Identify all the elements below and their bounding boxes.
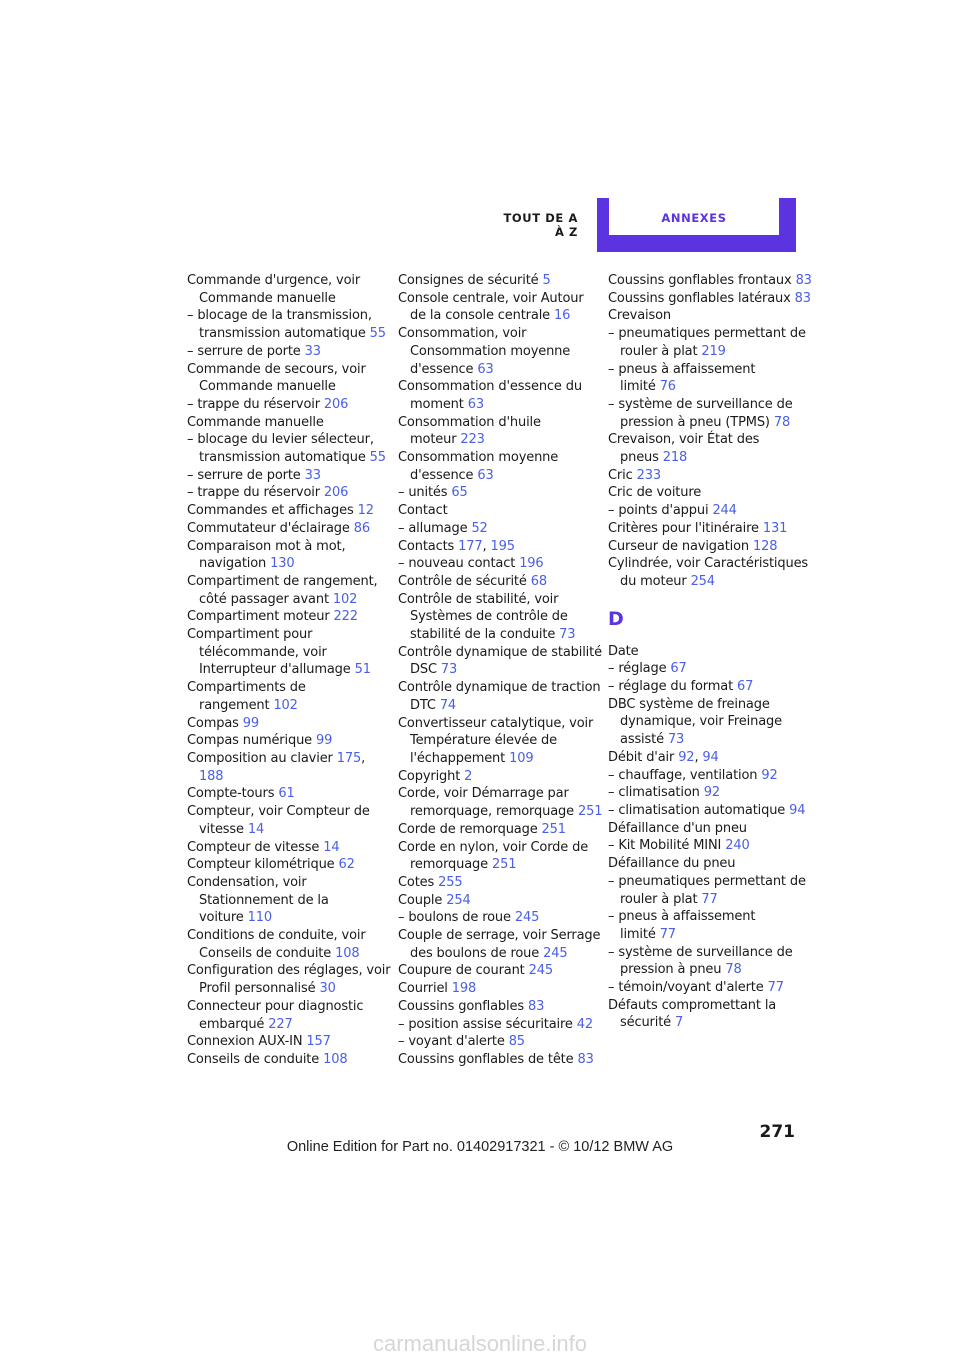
index-entry-text: Coussins gonflables [398,998,524,1014]
index-entry-text: Contacts [398,538,455,554]
index-entry-text: Corde, voir Démarrage par remorquage, remorquage [398,786,574,820]
page-reference-link[interactable]: 245 [528,963,553,979]
index-entry [608,696,813,749]
index-entry [187,839,392,857]
page-reference-link[interactable]: 206 [323,485,349,501]
page-reference-link[interactable]: 83 [795,273,812,288]
index-entry-text: Compte-tours [187,786,275,802]
page-reference-link[interactable]: 99 [316,733,333,749]
index-entry [398,644,603,679]
index-entry-text: Commande d'urgence, voir Commande manuelle [187,273,361,306]
index-entry-text: Convertisseur catalytique, voir Température élevée de l'échappement [398,715,594,766]
index-entry [398,290,603,325]
page-reference-link[interactable]: 254 [446,892,471,908]
index-entry [398,874,603,892]
index-entry [608,325,813,360]
page-reference-link[interactable]: 83 [577,1051,594,1067]
page-reference-link[interactable]: 86 [353,520,370,536]
index-entry [608,944,813,979]
page-reference-link[interactable]: 51 [354,662,371,678]
index-entry-text: – trappe du réservoir [187,396,320,412]
index-entry-text: Défaillance d'un pneu [608,820,747,836]
index-entry [608,997,813,1032]
index-entry-text: Consignes de sécurité [398,273,539,288]
page-reference-link[interactable]: 94 [702,749,719,765]
page-reference-link[interactable]: 55 [369,450,386,466]
page-reference-link[interactable]: 63 [467,396,484,412]
index-entry [187,502,392,520]
index-entry [608,555,813,590]
page-reference-link[interactable]: 68 [530,573,547,589]
index-entry-text: – réglage du format [608,679,734,695]
page-reference-link[interactable]: 251 [577,804,603,820]
page-reference-link[interactable]: 83 [527,998,545,1014]
index-entry-text: Coussins gonflables frontaux [608,273,792,288]
page-reference-link[interactable]: 55 [369,326,386,342]
index-entry-text: Consommation moyenne d'essence [398,450,559,483]
footer-edition: Online Edition for Part no. 01402917321 - © 10/12 BMW AG [286,1139,674,1155]
page-reference-link[interactable]: 175 [336,750,362,766]
index-column-2 [398,272,603,1069]
page-reference-link[interactable]: 83 [794,290,811,306]
index-entry-text: Couple [398,892,443,908]
index-entry [187,467,392,485]
page-reference-link[interactable]: 219 [701,343,726,359]
index-entry [608,467,813,485]
index-entry-text: Compas [187,715,239,731]
index-entry-text: – blocage de la transmission, transmission automatique [187,308,372,342]
index-entry-text: – témoin/voyant d'alerte [608,980,764,996]
index-entry [187,361,392,396]
index-entry [608,784,813,802]
index-entry [398,998,603,1016]
page-reference-link[interactable]: 102 [332,591,358,607]
index-entry: Contacts 177, 195 [398,538,515,554]
index-entry [398,962,603,980]
page-reference-link[interactable]: 5 [542,273,551,288]
page-reference-link[interactable]: 77 [767,980,784,996]
page-reference-link[interactable]: 7 [675,1015,684,1031]
index-entry-text: Défaillance du pneu [608,856,736,872]
page-reference-link[interactable]: 74 [439,697,457,713]
index-entry-text: – pneumatiques permettant de rouler à plat [608,326,806,359]
index-entry-text: Couple de serrage, voir Serrage des boulons de roue [398,928,601,961]
index-entry-text: Contrôle de stabilité, voir Systèmes de contrôle de stabilité de la conduite [398,591,568,643]
page-reference-link[interactable]: 128 [753,538,778,554]
index-entry-text: Connecteur pour diagnostic embarqué [187,998,364,1032]
page-reference-link[interactable]: 14 [323,839,340,855]
index-entry-text: – pneumatiques permettant de rouler à plat [608,873,806,907]
index-entry-text: Coussins gonflables latéraux [608,290,791,306]
index-entry-text: Coussins gonflables de tête [398,1051,574,1067]
index-entry-text: Débit d'air [608,749,675,765]
page-reference-link[interactable]: 33 [304,343,321,359]
index-entry-text: – pneus à affaissement limité [608,909,756,942]
index-entry [398,785,603,820]
index-entry-text: Comparaison mot à mot, navigation [187,538,346,572]
page-reference-link[interactable]: 78 [773,414,791,430]
page-reference-link[interactable]: 109 [509,750,534,766]
page-reference-link[interactable]: 73 [667,732,685,748]
page-reference-link[interactable]: 94 [789,802,806,818]
page-reference-link[interactable]: 108 [335,945,360,961]
index-entry [187,431,392,466]
index-entry [398,715,603,768]
index-entry [187,732,392,750]
index-entry-text: Cotes [398,874,435,890]
index-entry [187,856,392,874]
index-entry-text: – nouveau contact [398,556,516,572]
index-entry [608,538,813,556]
index-entry-text: Corde de remorquage [398,821,538,837]
index-entry [398,1033,603,1051]
index-entry: Composition au clavier 175, 188 [187,750,366,784]
index-entry-text: Contrôle de sécurité [398,573,527,589]
index-entry-text: Conseils de conduite [187,1051,320,1067]
index-entry-text: – système de surveillance de pression à pneu (TPMS) [608,396,793,430]
index-entry [398,768,603,786]
page-reference-link[interactable]: 73 [559,627,576,643]
page-reference-link[interactable]: 245 [514,910,540,926]
page-reference-link[interactable]: 131 [762,520,788,536]
index-entry-text: Contrôle dynamique de traction DTC [398,680,601,713]
page-reference-link[interactable]: 77 [659,926,676,942]
index-entry-text: Compteur kilométrique [187,857,335,873]
index-entry [398,325,603,378]
index-entry [608,643,813,661]
index-entry-text: – climatisation automatique [608,802,786,818]
index-entry-text: Consommation, voir Consommation moyenne d'essence [398,326,571,377]
index-entry-text: Configuration des réglages, voir Profil personnalisé [187,963,391,997]
index-entry-text: Commutateur d'éclairage [187,520,350,536]
index-entry [608,767,813,785]
index-entry-text: – pneus à affaissement limité [608,361,756,395]
index-entry [398,892,603,910]
section-title: TOUT DE A À Z [503,211,578,239]
index-entry-text: Curseur de navigation [608,538,750,554]
page-reference-link[interactable]: 63 [477,467,494,483]
index-entry-text: – boulons de roue [398,910,511,926]
index-entry [398,378,603,413]
index-entry [187,307,392,342]
index-entry [608,361,813,396]
page-reference-link[interactable]: 108 [323,1051,348,1067]
index-entry [187,998,392,1033]
index-entry [187,962,392,997]
page-reference-link[interactable]: 2 [464,768,473,784]
page-reference-link[interactable]: 222 [333,609,358,625]
chapter-tab [597,198,796,252]
index-entry [608,660,813,678]
page-reference-link[interactable]: 251 [541,821,566,837]
chapter-tab-inner [609,198,779,235]
page-reference-link[interactable]: 130 [270,556,295,572]
index-entry-text: Console centrale, voir Autour de la console centrale [398,290,584,324]
page-reference-link[interactable]: 92 [678,749,695,765]
index-entry [187,874,392,927]
index-entry-text: Compartiments de rangement [187,680,306,713]
index-entry [608,837,813,855]
index-entry-text: – Kit Mobilité MINI [608,838,722,854]
index-entry [608,431,813,466]
index-entry [608,272,813,290]
index-entry-text: – réglage [608,661,667,677]
index-entry [608,396,813,431]
index-entry-text: – système de surveillance de pression à pneu [608,944,793,978]
index-entry [187,484,392,502]
index-entry [187,272,392,307]
index-entry-text: – unités [398,485,448,501]
page-reference-link[interactable]: 67 [737,679,754,695]
page-reference-link[interactable]: 67 [670,661,687,677]
index-entry [398,927,603,962]
page-reference-link[interactable]: 195 [490,538,515,554]
index-entry-text: Compartiment moteur [187,609,330,625]
index-entry-text: Coupure de courant [398,963,525,979]
page-reference-link[interactable]: 63 [477,361,494,377]
index-entry [608,484,813,502]
index-entry-text: Condensation, voir Stationnement de la voiture [187,874,329,926]
index-entry [187,1051,392,1069]
index-entry [398,1016,603,1034]
index-entry [398,272,603,290]
index-entry [608,908,813,943]
page-reference-link[interactable]: 92 [761,767,778,783]
index-entry [187,715,392,733]
page-reference-link[interactable]: 78 [725,962,742,978]
page-reference-link[interactable]: 233 [636,467,661,483]
page-reference-link[interactable]: 12 [357,503,374,519]
index-entry-text: Connexion AUX-IN [187,1034,303,1050]
page-reference-link[interactable]: 62 [338,857,355,873]
index-entry-text: – serrure de porte [187,467,301,483]
page-reference-link[interactable]: 77 [701,891,718,907]
index-entry-text: Composition au clavier [187,750,333,766]
index-entry [187,803,392,838]
index-entry-text: Contact [398,503,448,519]
index-entry-text: – points d'appui [608,503,709,519]
index-entry-text: – blocage du levier sélecteur, transmission automatique [187,432,374,466]
index-entry [187,538,392,573]
page-reference-link[interactable]: 99 [242,715,260,731]
index-entry-text: Cric de voiture [608,485,702,501]
index-entry [398,449,603,484]
index-entry [187,343,392,361]
page-reference-link[interactable]: 33 [304,467,321,483]
page-reference-link[interactable]: 52 [471,520,488,536]
page-reference-link[interactable]: 76 [659,379,676,395]
page-reference-link[interactable]: 42 [576,1016,594,1032]
index-entry-text: Consommation d'essence du moment [398,379,582,412]
index-entry-text: Critères pour l'itinéraire [608,520,759,536]
page-reference-link[interactable]: 73 [440,662,458,678]
index-entry-text: Courriel [398,981,448,997]
page-reference-link[interactable]: 218 [662,450,688,466]
index-entry [398,591,603,644]
chapter-tab-label: ANNEXES [661,211,727,225]
index-entry-text: Conditions de conduite, voir Conseils de conduite [187,928,366,961]
index-entry [398,1051,603,1069]
page-reference-link[interactable]: 14 [247,821,265,837]
index-entry-text: – trappe du réservoir [187,485,320,501]
index-entry-text: Compteur, voir Compteur de vitesse [187,804,370,837]
index-column-3 [608,272,813,1032]
page-reference-link[interactable]: 16 [554,308,571,324]
index-entry-text: Compartiment pour télécommande, voir Interrupteur d'allumage [187,627,351,678]
page-reference-link[interactable]: 251 [491,857,517,873]
index-entry-text: – voyant d'alerte [398,1034,505,1050]
index-entry [398,679,603,714]
page-reference-link[interactable]: 245 [543,945,568,961]
page-reference-link[interactable]: 92 [703,785,720,801]
index-entry-text: – allumage [398,520,468,536]
index-entry-text: Copyright [398,768,461,784]
index-entry [398,484,603,502]
index-entry-text: – serrure de porte [187,343,301,359]
index-entry [608,502,813,520]
page-reference-link[interactable]: 157 [306,1034,331,1050]
page-reference-link[interactable]: 244 [712,503,737,519]
page-reference-link[interactable]: 227 [268,1016,293,1032]
page-reference-link[interactable]: 206 [323,396,349,412]
index-entry-text: Commande de secours, voir Commande manuelle [187,361,366,395]
page-reference-link[interactable]: 196 [519,556,544,572]
index-entry-text: Cylindrée, voir Caractéristiques du moteur [608,556,809,589]
index-entry-text: DBC système de freinage dynamique, voir Freinage assisté [608,696,782,748]
index-entry [608,307,813,325]
page-reference-link[interactable]: 240 [725,838,750,854]
index-entry [398,555,603,573]
index-entry [608,855,813,873]
index-entry [398,980,603,998]
page-number: 271 [759,1122,795,1142]
index-entry-text: Compteur de vitesse [187,839,320,855]
index-entry-text: Crevaison, voir État des pneus [608,432,760,466]
index-entry [187,573,392,608]
index-entry [398,520,603,538]
index-column-1 [187,272,392,1069]
index-entry [187,679,392,714]
index-entry [608,820,813,838]
index-entry: Débit d'air 92, 94 [608,749,719,765]
index-entry [608,520,813,538]
index-entry [187,927,392,962]
index-entry [398,573,603,591]
index-entry-text: Commande manuelle [187,414,324,430]
index-entry [608,290,813,308]
index-entry-text: – chauffage, ventilation [608,767,758,783]
page-reference-link[interactable]: 223 [460,432,485,448]
page-reference-link[interactable]: 110 [247,910,272,926]
index-entry-text: – position assise sécuritaire [398,1016,573,1032]
page-reference-link[interactable]: 255 [438,874,463,890]
page-reference-link[interactable]: 61 [278,786,295,802]
index-entry [398,414,603,449]
index-entry [608,979,813,997]
page-reference-link[interactable]: 198 [451,981,477,997]
index-entry-text: Date [608,643,639,659]
index-entry [187,608,392,626]
index-entry-text: Consommation d'huile moteur [398,414,541,448]
page-reference-link[interactable]: 254 [690,573,715,589]
index-entry-text: Cric [608,467,633,483]
index-entry [608,678,813,696]
index-entry-text: Compartiment de rangement, côté passager avant [187,573,378,607]
index-entry [187,1033,392,1051]
index-entry-text: Défauts compromettant la sécurité [608,997,777,1031]
index-entry-text: – climatisation [608,785,700,801]
index-entry [398,909,603,927]
page-reference-link[interactable]: 188 [199,768,224,784]
page-reference-link[interactable]: 177 [458,538,483,554]
index-entry [608,873,813,908]
page-reference-link[interactable]: 85 [508,1034,525,1050]
index-entry [187,785,392,803]
index-entry-text: Corde en nylon, voir Corde de remorquage [398,839,589,873]
index-entry [398,502,603,520]
watermark: carmanualsonline.info [372,1331,588,1356]
index-entry [187,396,392,414]
index-entry [187,414,392,432]
index-entry [187,520,392,538]
index-entry-text: Contrôle dynamique de stabilité DSC [398,644,602,678]
index-entry [398,839,603,874]
index-entry [398,821,603,839]
page-reference-link[interactable]: 65 [451,485,468,501]
index-letter-heading: D [608,607,624,630]
index-entry [187,626,392,679]
index-entry [608,802,813,820]
index-entry-text: Commandes et affichages [187,503,354,519]
index-entry-text: Crevaison [608,308,672,324]
index-entry-text: Compas numérique [187,733,313,749]
page-reference-link[interactable]: 30 [319,981,336,997]
page-reference-link[interactable]: 102 [273,697,298,713]
